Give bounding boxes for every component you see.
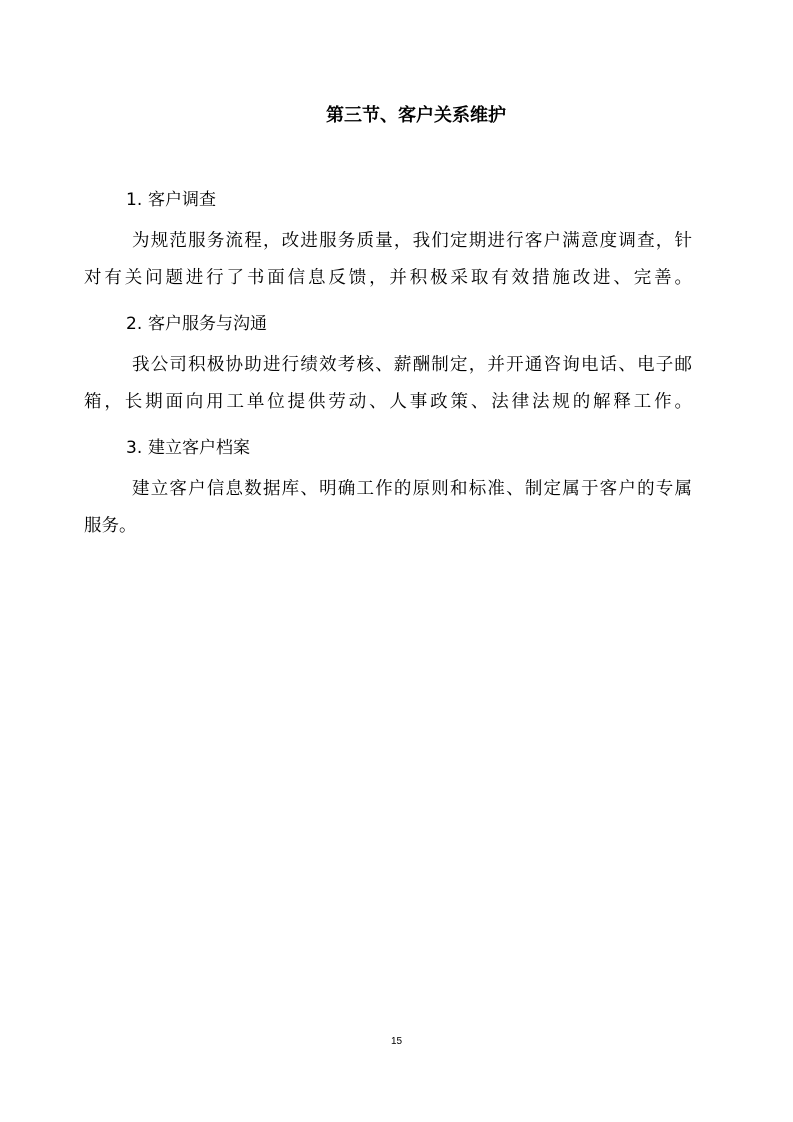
section-heading-text: 建立客户档案 <box>148 438 250 458</box>
section-heading-1 <box>126 186 216 214</box>
section-heading-3 <box>126 434 250 462</box>
section-title: 第三节、客户关系维护 <box>326 105 506 126</box>
paragraph-line: 建立客户信息数据库、明确工作的原则和标准、制定属于客户的专属 <box>132 479 692 499</box>
page-number: 15 <box>390 1036 403 1047</box>
section-paragraph-2 <box>84 347 692 421</box>
paragraph-line: 对有关问题进行了书面信息反馈，并积极采取有效措施改进、完善。 <box>84 268 692 288</box>
paragraph-line: 服务。 <box>84 516 137 536</box>
section-heading-2 <box>126 310 267 338</box>
section-paragraph-3 <box>84 471 692 545</box>
section-number: 1. <box>126 190 143 210</box>
section-number: 2. <box>126 314 143 334</box>
paragraph-line: 我公司积极协助进行绩效考核、薪酬制定，并开通咨询电话、电子邮 <box>132 355 692 375</box>
section-paragraph-1 <box>84 223 692 297</box>
section-heading-text: 客户服务与沟通 <box>148 314 267 334</box>
section-number: 3. <box>126 438 143 458</box>
section-heading-text: 客户调查 <box>148 190 216 210</box>
paragraph-line: 为规范服务流程，改进服务质量，我们定期进行客户满意度调查，针 <box>132 231 692 251</box>
paragraph-line: 箱，长期面向用工单位提供劳动、人事政策、法律法规的解释工作。 <box>84 392 692 412</box>
